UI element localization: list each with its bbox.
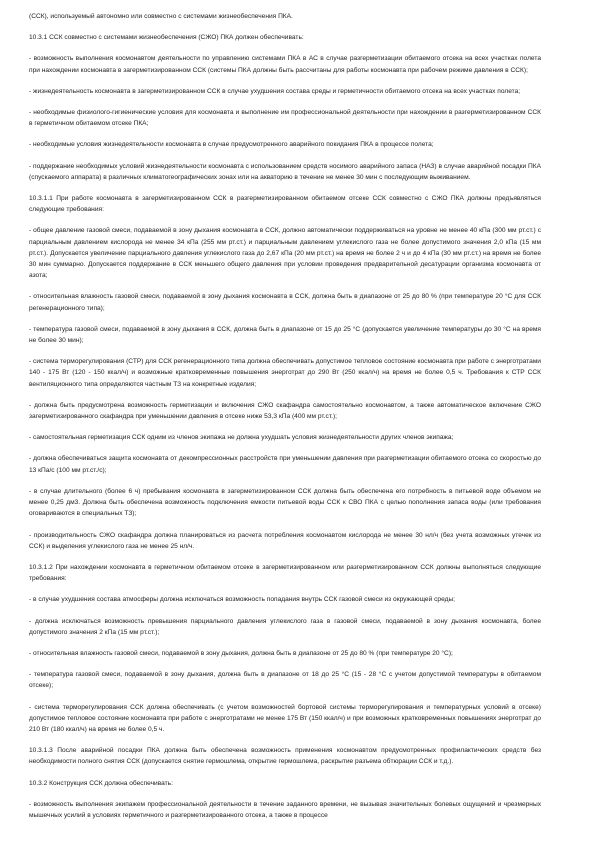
list-item: - самостоятельная герметизация ССК одним из членов экипажа не должна ухудшать условия жизнедеятельности других членов экипажа; bbox=[29, 434, 454, 442]
list-item: - в случае длительного (более 6 ч) пребывания космонавта в загерметизированном ССК должна быть обеспечена его потребность в питьевой воде объемом не менее 0,25 дм3. Должна быть обеспечена возможность подключения емкости питьевой воды ССК к СВО ПКА с целью пополнения запаса воды (или требования оговариваются в специальных ТЗ); bbox=[29, 487, 541, 518]
list-item: - необходимые физиолого-гигиенические условия для космонавта и выполнение им профессиональной деятельности при нахождении в разгерметизированном ССК в герметичном обитаемом отсеке ПКА; bbox=[29, 109, 541, 128]
list-item: - относительная влажность газовой смеси, подаваемой в зону дыхания космонавта в ССК, должна быть в диапазоне от 25 до 80 % (при температуре 20 °С для ССК регенерационного типа); bbox=[29, 293, 541, 312]
list-item: - возможность выполнения экипажем профессиональной деятельности в течение заданного времени, не вызывая значительных болевых ощущений и чрезмерных мышечных усилий в условиях герметичного и разгерметизированного отсека, а также в процессе bbox=[29, 800, 541, 819]
list-item: - возможность выполнения космонавтом деятельности по управлению системами ПКА в АС в случае разгерметизации обитаемого отсека на всех участках полета при нахождении космонавта в загерметизированном ССК (системы ПКА должны быть рассчитаны для работы космонавта при рабочем режиме давления в ССК); bbox=[29, 55, 541, 74]
list-item: - система терморегулирования (СТР) для ССК регенерационного типа должна обеспечивать допустимое тепловое состояние космонавта при работе с энерготратами 140 - 175 Вт (120 - 150 ккал/ч) и возможные кратковременные повышения энерготрат до 290 Вт (250 ккал/ч) на время не более 0,5 ч. Требования к СТР ССК вентиляционного типа определяются частным ТЗ на конкретные изделия; bbox=[29, 358, 541, 388]
list-item: - должна обеспечиваться защита космонавта от декомпрессионных расстройств при уменьшении давления при разгерметизации обитаемого отсека со скоростью до 13 кПа/с (100 мм рт.ст./с); bbox=[29, 455, 541, 474]
list-item: - необходимые условия жизнедеятельности космонавта в случае предусмотренного аварийного покидания ПКА в процессе полета; bbox=[29, 141, 434, 149]
section-heading: 10.3.1.2 При нахождении космонавта в герметичном обитаемом отсеке в загерметизированном или разгерметизированном ССК должны выполняться следующие требования: bbox=[29, 563, 541, 583]
list-item: - относительная влажность газовой смеси, подаваемой в зону дыхания, должна быть в диапазоне от 25 до 80 % (при температуре 20 °С); bbox=[29, 649, 453, 657]
list-item: - поддержание необходимых условий жизнедеятельности космонавта с использованием средств носимого аварийного запаса (НАЗ) в случае аварийной посадки ПКА (спускаемого аппарата) в различных климатогеографических зонах или на акваторию в течение не менее 30 мин с последующим выживанием. bbox=[29, 162, 541, 181]
list-item: - жизнедеятельность космонавта в загерметизированном ССК в случае ухудшения состава среды и герметичности обитаемого отсека на всех участках полета; bbox=[29, 87, 521, 95]
list-item: - система терморегулирования ССК должна обеспечивать (с учетом возможностей бортовой системы терморегулирования и температурных условий в отсеке) допустимое тепловое состояние космонавта при работе с энерготратами не менее 175 Вт (150 ккал/ч) и при возможных кратковременных повышениях энерготрат до 210 Вт (180 ккал/ч) на время не более 0,5 ч. bbox=[29, 703, 541, 733]
list-item: - температура газовой смеси, подаваемой в зону дыхания, должна быть в диапазоне от 18 до 25 °С (15 - 28 °С с учетом допустимой температуры в обитаемом отсеке); bbox=[29, 671, 541, 690]
section-heading: 10.3.1 ССК совместно с системами жизнеобеспечения (СЖО) ПКА должен обеспечивать: bbox=[29, 34, 304, 42]
section-heading: 10.3.1.3 После аварийной посадки ПКА должна быть обеспечена возможность применения космонавтом предусмотренных профилактических средств без необходимости полного снятия ССК (допускается снятие гермошлема, открытие гермошлема, раскрытие разъема обтюрации ССК и т.д.). bbox=[29, 747, 541, 766]
section-heading: 10.3.2 Конструкция ССК должна обеспечивать: bbox=[29, 779, 173, 787]
list-item: - в случае ухудшения состава атмосферы должна исключаться возможность попадания внутрь ССК газовой смеси из окружающей среды; bbox=[29, 596, 456, 604]
list-item: - должна быть предусмотрена возможность герметизации и включения СЖО скафандра самостоятельно космонавтом, а также автоматическое включение СЖО загерметизированного скафандра при уменьшении давления в отсеке ниже 53,3 кПа (400 мм рт.ст.); bbox=[29, 401, 541, 421]
section-heading: 10.3.1.1 При работе космонавта в загерметизированном ССК в разгерметизированном обитаемом отсеке ССК совместно с СЖО ПКА должны предъявляться следующие требования: bbox=[29, 195, 541, 214]
list-item: - температура газовой смеси, подаваемой в зону дыхания в ССК, должна быть в диапазоне от 15 до 25 °С (допускается увеличение температуры до 30 °С на время не более 30 мин); bbox=[29, 325, 541, 345]
list-item: - общее давление газовой смеси, подаваемой в зону дыхания космонавта в ССК, должно автоматически поддерживаться на уровне не менее 40 кПа (300 мм рт.ст.) с парциальным давлением кислорода не менее 34 кПа (255 мм рт.ст.) и парциальным давлением углекислого газа не более допустимого значения 2,0 кПа (15 мм рт.ст.). Допускается увеличение парциального давления углекислого газа до 2,67 кПа (20 мм рт.ст.) на время не более 2 ч и до 4 кПа (30 мм рт.ст.) на время не более 30 мин суммарно. Допускается поддержание в ССК меньшего общего давления при условии проведения предварительной десатурации организма космонавта от азота; bbox=[29, 227, 541, 280]
list-item: - производительность СЖО скафандра должна планироваться из расчета потребления космонавтом кислорода не менее 30 нл/ч (без учета возможных утечек из ССК) и выделения углекислого газа не менее 25 нл/ч. bbox=[29, 531, 541, 550]
paragraph: (ССК), используемый автономно или совместно с системами жизнеобеспечения ПКА. bbox=[29, 13, 293, 20]
list-item: - должна исключаться возможность превышения парциального давления углекислого газа в газовой смеси, подаваемой в зону дыхания космонавта, более допустимого значения 2 кПа (15 мм рт.ст.); bbox=[29, 617, 541, 636]
